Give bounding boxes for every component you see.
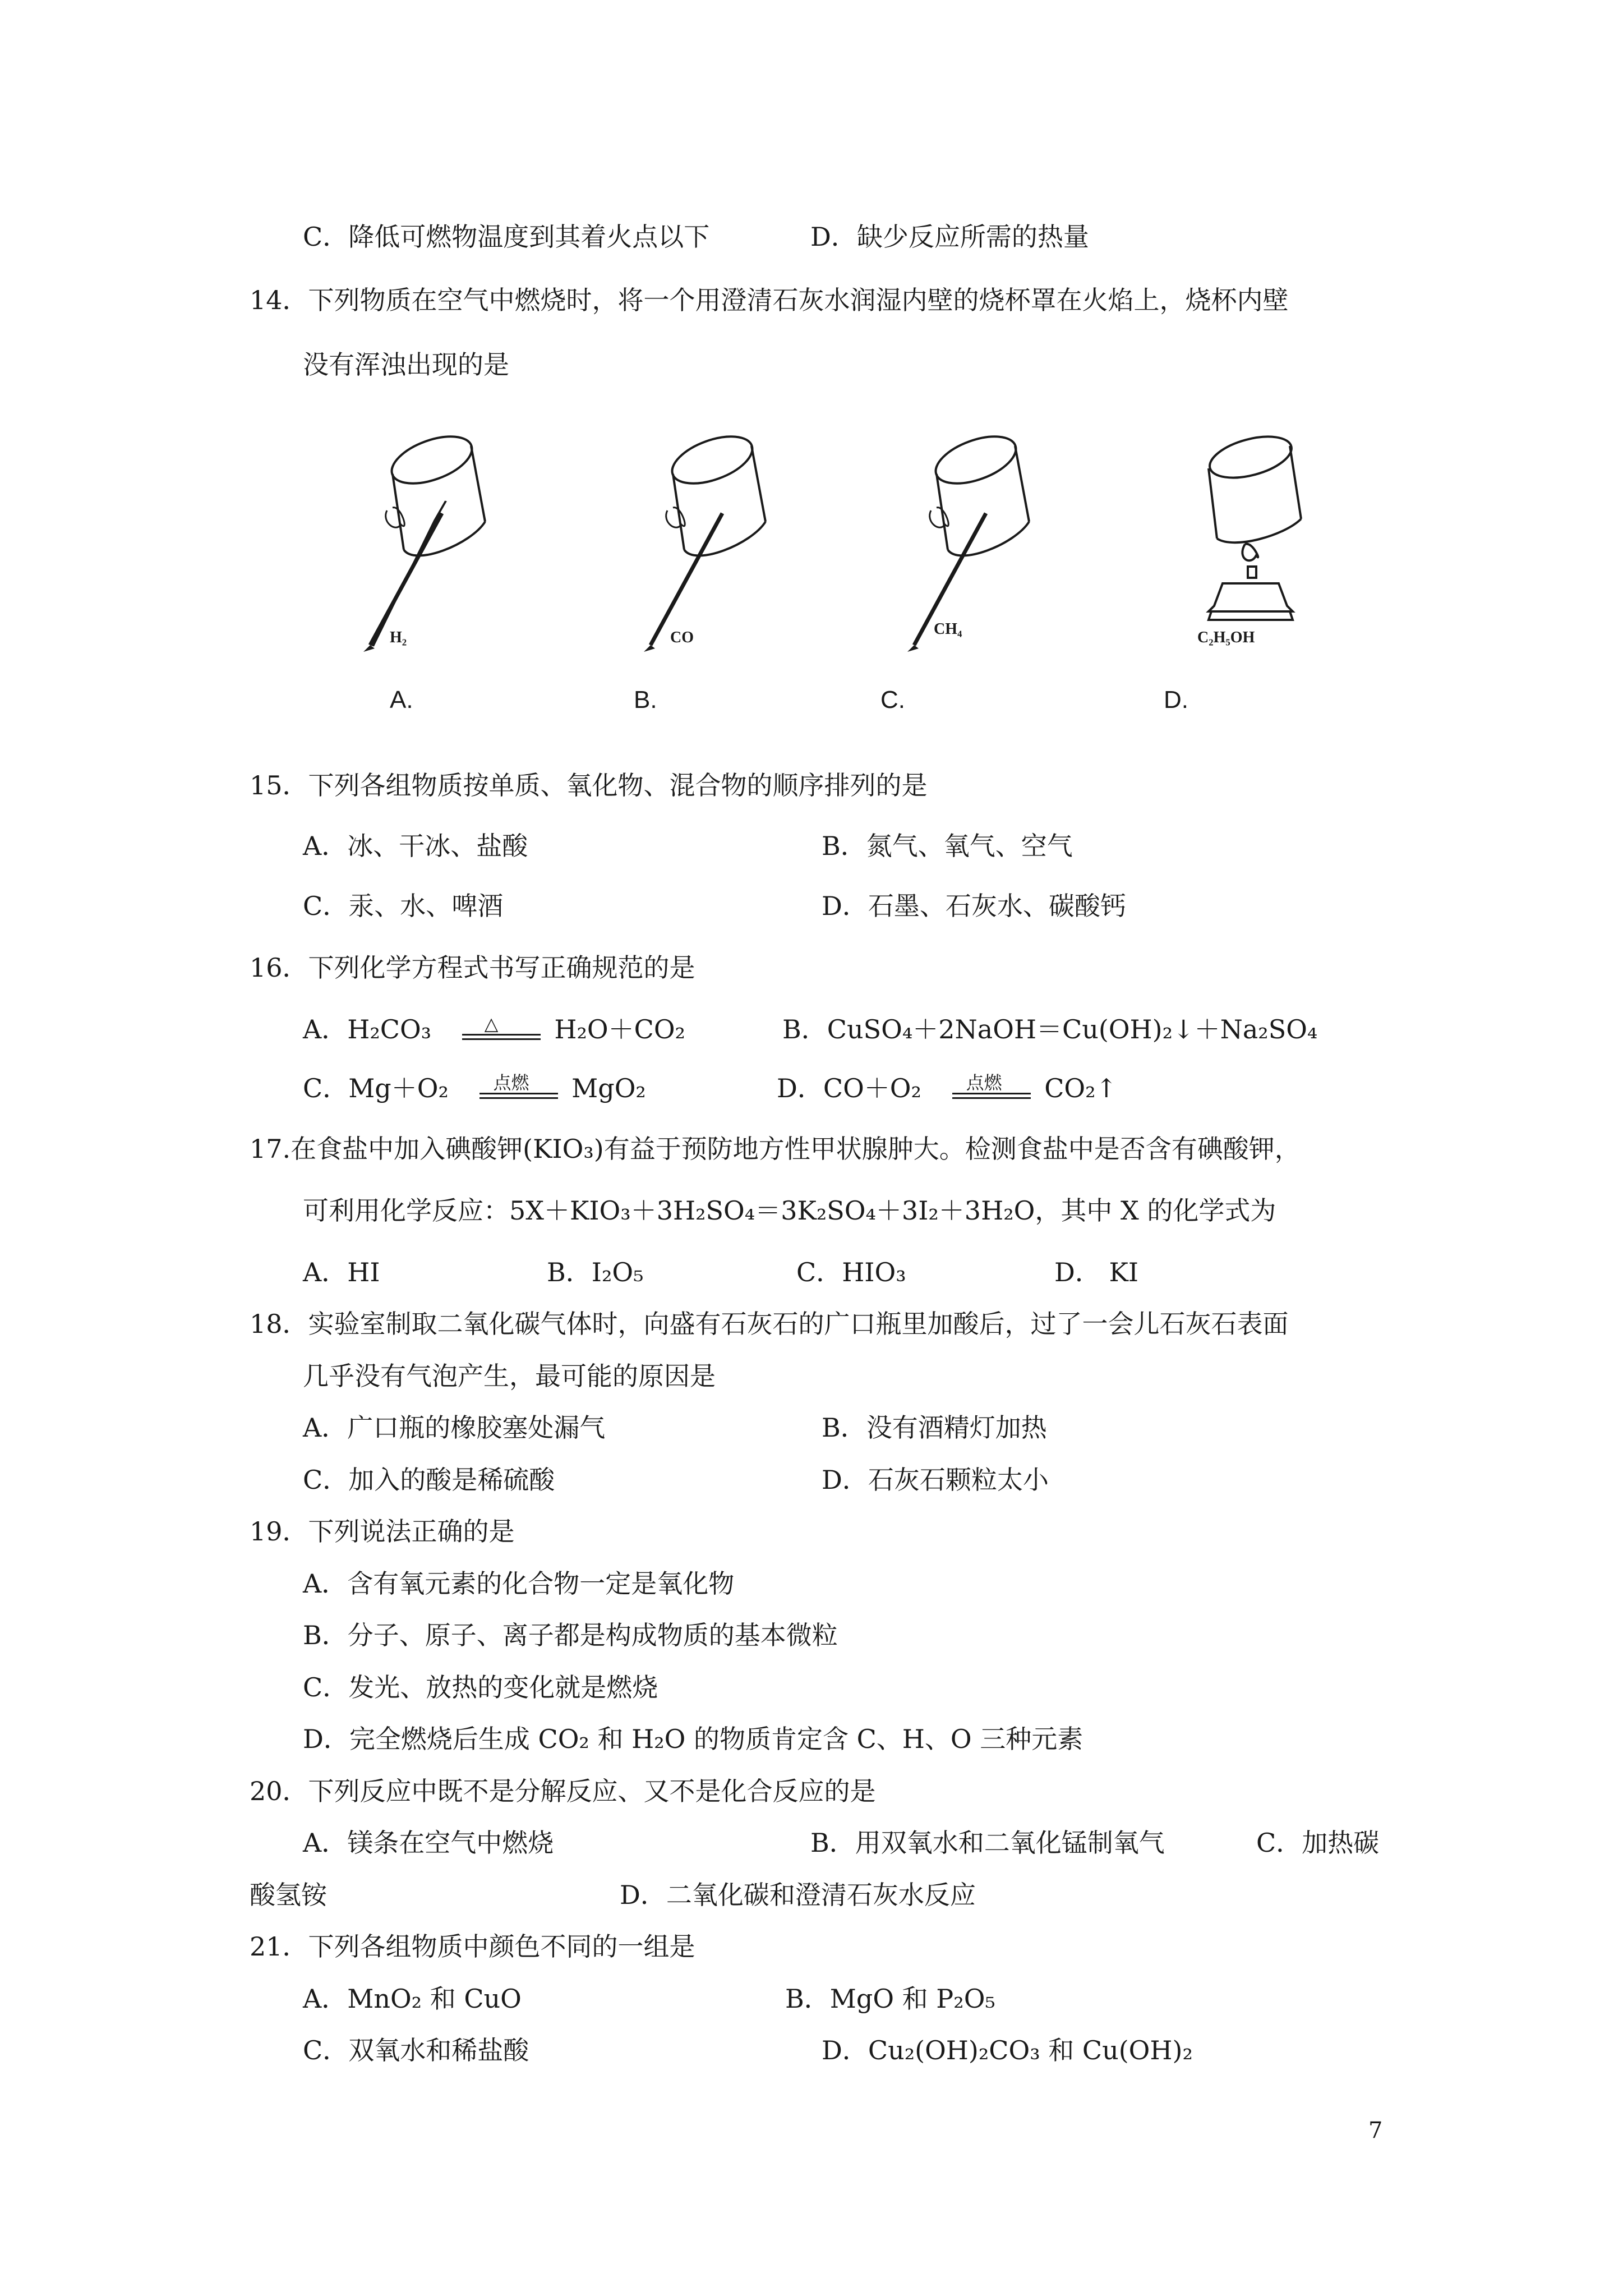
figure-d-ethanol-lamp-burning [1166, 426, 1335, 662]
q17-option-a: A．HI [303, 1257, 380, 1287]
q18-option-d: D．石灰石颗粒太小 [822, 1465, 1049, 1495]
q16-option-c-products: MgO₂ [571, 1073, 646, 1103]
figure-b-label: B. [634, 686, 657, 714]
q15-option-a: A．冰、干冰、盐酸 [303, 831, 528, 861]
q14-stem-line2: 没有浑浊出现的是 [303, 349, 509, 380]
figure-b-carbon-monoxide-burning [628, 426, 808, 662]
figure-a-gas-label: H₂ [390, 629, 407, 646]
reaction-arrow [479, 1071, 564, 1105]
q20-option-a: A．镁条在空气中燃烧 [303, 1828, 554, 1858]
q14-stem-line1: 14．下列物质在空气中燃烧时，将一个用澄清石灰水润湿内壁的烧杯罩在火焰上，烧杯内壁 [250, 285, 1289, 315]
figure-c-label: C. [880, 686, 905, 714]
q16-option-b: B．CuSO₄＋2NaOH＝Cu(OH)₂↓＋Na₂SO₄ [782, 1014, 1318, 1045]
q20-option-c-part2: 酸氢铵 [250, 1880, 327, 1910]
q19-stem: 19．下列说法正确的是 [250, 1516, 515, 1547]
figure-d-gas-label: C₂H₅OH [1197, 629, 1255, 646]
q16-option-d [777, 1071, 1117, 1105]
q18-option-a: A．广口瓶的橡胶塞处漏气 [303, 1412, 606, 1443]
q21-option-d: D．Cu₂(OH)₂CO₃ 和 Cu(OH)₂ [822, 2035, 1193, 2065]
figure-b-gas-label: CO [670, 629, 694, 646]
reaction-condition: △ [484, 1013, 499, 1034]
q18-option-c: C．加入的酸是稀硫酸 [303, 1465, 555, 1495]
q18-stem-line1: 18．实验室制取二氧化碳气体时，向盛有石灰石的广口瓶里加酸后，过了一会儿石灰石表面 [250, 1309, 1289, 1339]
q15-option-b: B．氮气、氧气、空气 [822, 831, 1073, 861]
q17-option-b: B．I₂O₅ [547, 1257, 644, 1287]
q15-stem: 15．下列各组物质按单质、氧化物、混合物的顺序排列的是 [250, 770, 928, 800]
figure-a-hydrogen-burning [348, 426, 527, 662]
q17-option-d: D． KI [1054, 1257, 1139, 1287]
q20-stem: 20．下列反应中既不是分解反应、又不是化合反应的是 [250, 1776, 876, 1806]
q15-option-d: D．石墨、石灰水、碳酸钙 [822, 891, 1126, 921]
figure-a-label: A. [390, 686, 413, 714]
q16-option-d-reactants: D．CO＋O₂ [777, 1073, 921, 1103]
q17-option-c: C．HIO₃ [796, 1257, 906, 1287]
q20-option-b: B．用双氧水和二氧化锰制氧气 [810, 1828, 1165, 1858]
figure-c-methane-burning [892, 426, 1071, 662]
q20-option-d: D．二氧化碳和澄清石灰水反应 [620, 1880, 976, 1910]
q15-option-c: C．汞、水、啤酒 [303, 891, 504, 921]
q19-option-a: A．含有氧元素的化合物一定是氧化物 [303, 1568, 735, 1599]
q19-option-b: B．分子、原子、离子都是构成物质的基本微粒 [303, 1620, 838, 1650]
q16-option-a-reactants: A．H₂CO₃ [303, 1014, 432, 1045]
q21-option-a: A．MnO₂ 和 CuO [303, 1984, 522, 2014]
figure-d-label: D. [1164, 686, 1188, 714]
reaction-condition: 点燃 [966, 1072, 1002, 1093]
q18-stem-line2: 几乎没有气泡产生，最可能的原因是 [303, 1361, 716, 1391]
q21-option-c: C．双氧水和稀盐酸 [303, 2035, 529, 2065]
q21-stem: 21．下列各组物质中颜色不同的一组是 [250, 1931, 695, 1962]
q17-stem-line1: 17.在食盐中加入碘酸钾(KIO₃)有益于预防地方性甲状腺肿大。检测食盐中是否含有碘酸钾， [250, 1134, 1301, 1164]
reaction-arrow [462, 1013, 546, 1046]
reaction-condition: 点燃 [493, 1072, 529, 1093]
q19-option-c: C．发光、放热的变化就是燃烧 [303, 1672, 658, 1703]
reaction-arrow [952, 1071, 1036, 1105]
q13-option-c: C．降低可燃物温度到其着火点以下 [303, 222, 710, 252]
q16-option-c [303, 1071, 646, 1105]
q16-stem: 16．下列化学方程式书写正确规范的是 [250, 953, 695, 983]
q16-option-c-reactants: C．Mg＋O₂ [303, 1073, 449, 1103]
q16-option-a-products: H₂O＋CO₂ [554, 1014, 685, 1045]
q21-option-b: B．MgO 和 P₂O₅ [785, 1984, 995, 2014]
q16-option-d-products: CO₂↑ [1044, 1073, 1118, 1103]
q19-option-d: D．完全燃烧后生成 CO₂ 和 H₂O 的物质肯定含 C、H、O 三种元素 [303, 1724, 1083, 1754]
q18-option-b: B．没有酒精灯加热 [822, 1412, 1047, 1443]
page-number: 7 [1368, 2118, 1383, 2143]
q13-option-d: D．缺少反应所需的热量 [810, 222, 1089, 252]
q17-stem-line2: 可利用化学反应：5X＋KIO₃＋3H₂SO₄＝3K₂SO₄＋3I₂＋3H₂O，其中 X 的化学式为 [303, 1195, 1276, 1226]
q16-option-a [303, 1013, 685, 1046]
q20-option-c-part1: C．加热碳 [1256, 1828, 1380, 1858]
figure-c-gas-label: CH₄ [934, 620, 962, 638]
